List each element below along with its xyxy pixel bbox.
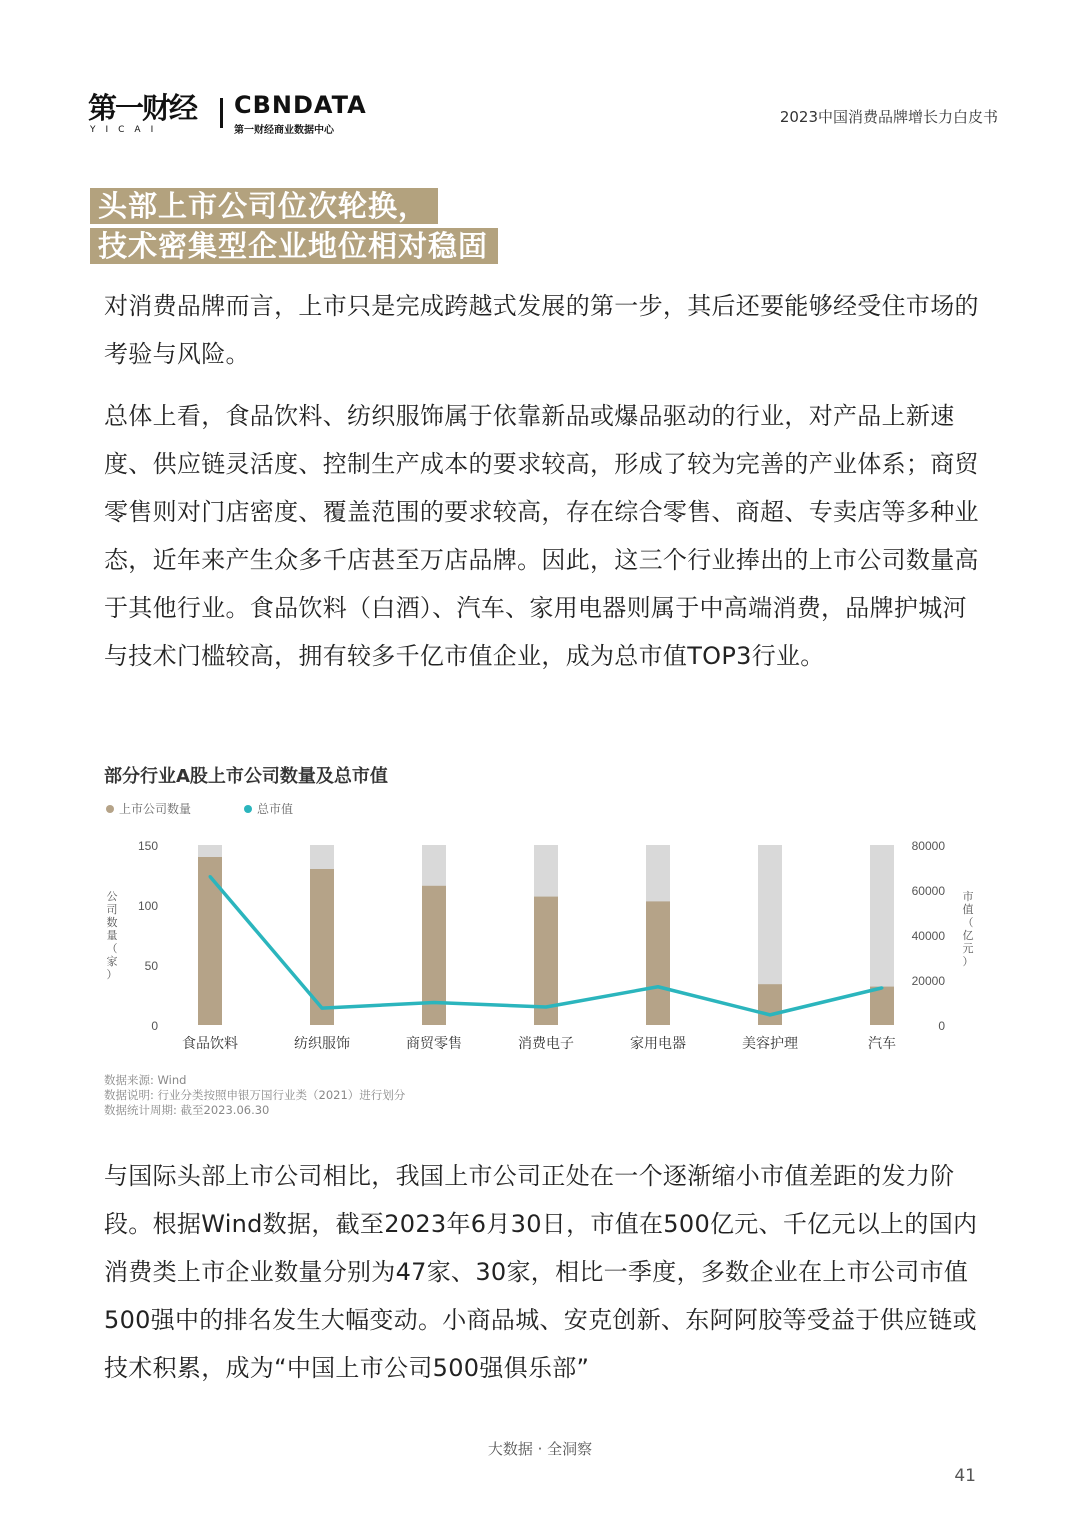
y-left-axis-label-char: 公 [106, 891, 118, 903]
cbndata-logo-cn: 第一财经商业数据中心 [234, 125, 334, 136]
market-value-point [545, 1006, 548, 1009]
count-bar [198, 857, 222, 1025]
section-title-line2: 技术密集型企业地位相对稳固 [90, 228, 498, 264]
note-explain: 数据说明: 行业分类按照申银万国行业类（2021）进行划分 [104, 1088, 406, 1102]
chart-title: 部分行业A股上市公司数量及总市值 [104, 766, 388, 787]
legend-value-marker [244, 805, 252, 813]
y-right-tick-label: 20000 [911, 974, 945, 988]
yicai-logo [88, 92, 218, 136]
y-left-tick-label: 150 [137, 839, 158, 853]
y-left-axis-label-char: 家 [106, 956, 118, 968]
chart-notes [104, 1073, 405, 1118]
paragraph-market-value: 与国际头部上市公司相比，我国上市公司正处在一个逐渐缩小市值差距的发力阶段。根据Wind数据，截至2023年6月30日，市值在500亿元、千亿元以上的国内消费类上市企业数量分别为47家、30家，相比一季度，多数企业在上市公司市值500强中的排名发生大幅变动。小商品城、安克创新、东阿阿胶等受益于供应链或技术积累，成为“中国上市公司500强俱乐部” [104, 1162, 978, 1382]
x-tick-label: 食品饮料 [182, 1035, 238, 1051]
y-right-axis-label-char: （ [962, 917, 974, 929]
page-number: 41 [954, 1466, 976, 1486]
x-tick-label: 消费电子 [518, 1035, 574, 1051]
count-bar [758, 984, 782, 1025]
y-left-axis-label-char: ） [106, 969, 118, 981]
y-left-tick-label: 50 [144, 959, 158, 973]
y-right-tick-label: 60000 [911, 884, 945, 898]
yicai-logo-en: YICAI [90, 125, 164, 135]
market-value-point [433, 1001, 436, 1004]
x-tick-label: 家用电器 [630, 1035, 686, 1051]
y-right-axis-label-char: ） [962, 956, 974, 968]
document-title: 2023中国消费品牌增长力白皮书 [779, 108, 998, 126]
y-left-axis-label-char: 司 [106, 904, 118, 916]
x-tick-label: 美容护理 [742, 1035, 798, 1051]
legend-count-label: 上市公司数量 [119, 802, 192, 816]
page-header [88, 92, 998, 142]
logo-divider [220, 98, 223, 128]
market-value-point [209, 875, 212, 878]
y-left-tick-label: 100 [137, 899, 158, 913]
y-right-axis-label-char: 元 [962, 943, 974, 955]
count-bar [870, 987, 894, 1025]
legend-value-label: 总市值 [257, 802, 294, 816]
section-title-line1: 头部上市公司位次轮换， [90, 188, 438, 224]
market-value-point [321, 1007, 324, 1010]
legend-count-marker [106, 805, 114, 813]
y-right-tick-label: 80000 [911, 839, 945, 853]
footer-tagline: 大数据 · 全洞察 [487, 1440, 593, 1458]
count-bar [310, 869, 334, 1025]
y-right-axis-label-char: 值 [962, 904, 974, 916]
cbndata-logo [234, 92, 367, 136]
y-right-axis-label [963, 890, 974, 968]
y-right-axis-label-char: 亿 [962, 930, 974, 942]
y-left-axis-label [107, 891, 118, 981]
y-left-axis-label-char: 数 [106, 917, 118, 929]
cbndata-logo-en: CBNDATA [234, 91, 367, 119]
market-value-point [881, 986, 884, 989]
paragraph-intro: 对消费品牌而言，上市只是完成跨越式发展的第一步，其后还要能够经受住市场的考验与风险。 [104, 292, 979, 368]
x-tick-label: 纺织服饰 [294, 1035, 350, 1051]
market-value-point [657, 985, 660, 988]
x-tick-label: 汽车 [868, 1035, 896, 1051]
y-left-axis-label-char: 量 [106, 930, 118, 942]
paragraph-industry-analysis: 总体上看，食品饮料、纺织服饰属于依靠新品或爆品驱动的行业，对产品上新速度、供应链灵活度、控制生产成本的要求较高，形成了较为完善的产业体系；商贸零售则对门店密度、覆盖范围的要求较高，存在综合零售、商超、专卖店等多种业态，近年来产生众多千店甚至万店品牌。因此，这三个行业捧出的上市公司数量高于其他行业。食品饮料（白酒）、汽车、家用电器则属于中高端消费，品牌护城河与技术门槛较高，拥有较多千亿市值企业，成为总市值TOP3行业。 [104, 402, 979, 670]
chart-legend [106, 801, 293, 816]
y-right-tick-label: 40000 [911, 929, 945, 943]
note-period: 数据统计周期: 截至2023.06.30 [104, 1103, 270, 1117]
x-tick-label: 商贸零售 [406, 1035, 462, 1051]
y-right-axis-label-char: 市 [962, 891, 974, 903]
count-bar [646, 901, 670, 1025]
y-left-tick-label: 0 [151, 1019, 158, 1033]
note-source: 数据来源: Wind [104, 1073, 187, 1087]
section-title [90, 188, 498, 268]
yicai-logo-cn: 第一财经 [88, 91, 197, 125]
y-left-axis-label-char: （ [106, 943, 118, 955]
industry-bar-line-chart [100, 795, 980, 1065]
market-value-point [769, 1013, 772, 1016]
y-right-tick-label: 0 [938, 1019, 945, 1033]
